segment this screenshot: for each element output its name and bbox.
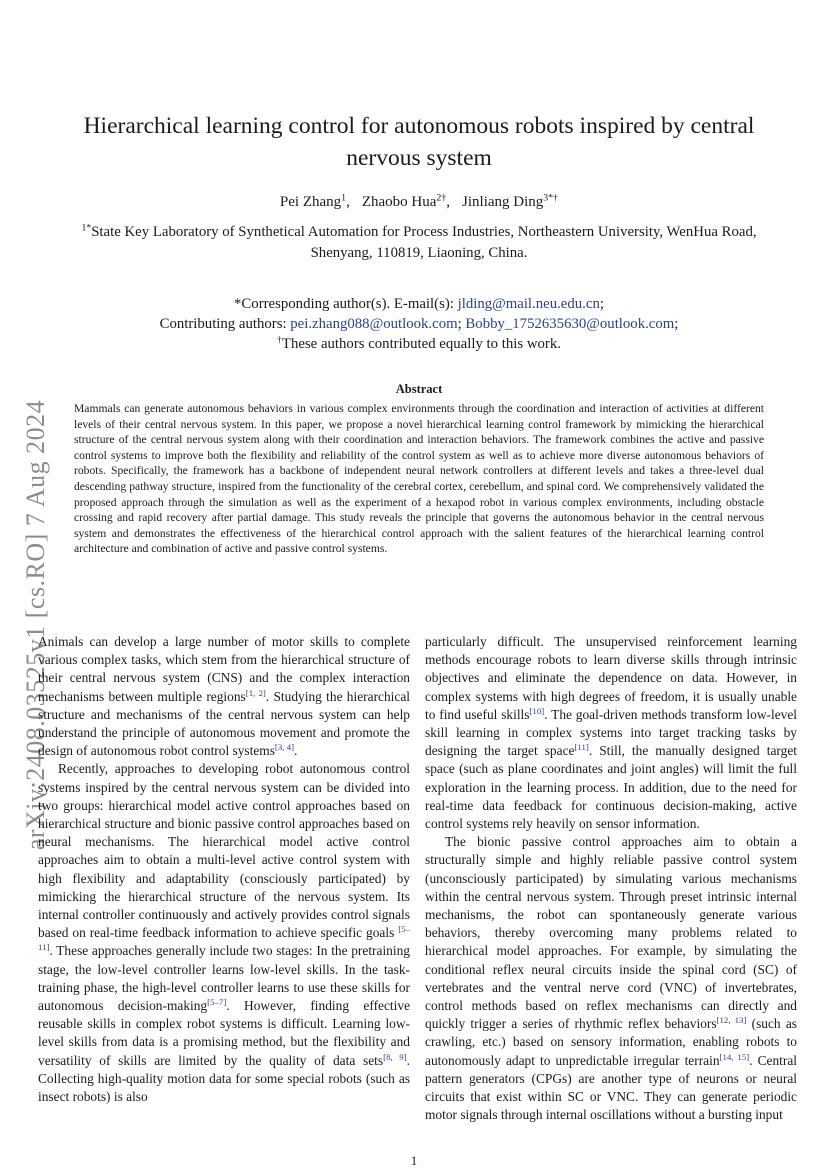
text-run: (such as crawling, etc.) based on sensory information, enabling robots to autonomously adapt to unpredictable irregular terrain <box>425 1016 797 1068</box>
contributing-label: Contributing authors: <box>159 316 291 332</box>
paper-title: Hierarchical learning control for autonomous robots inspired by central nervous system <box>83 113 755 171</box>
citation-link[interactable]: [10] <box>529 705 545 716</box>
equal-contribution-text: These authors contributed equally to this work. <box>281 336 561 352</box>
body-paragraph <box>38 760 410 1106</box>
author-mark: 1 <box>341 192 347 204</box>
author-mark: 3*† <box>543 192 559 204</box>
citation-link[interactable]: [3, 4] <box>274 742 295 753</box>
author-name: Pei Zhang <box>279 194 342 210</box>
text-run: . Central pattern generators (CPGs) are another type of neurons or neural circuits that exist within SC or VNC. They can generate periodic motor signals through internal oscillations without a bursting input <box>425 1052 798 1123</box>
abstract-heading: Abstract <box>395 382 443 396</box>
citation-link[interactable]: [5–7] <box>207 997 227 1008</box>
text-run: . These approaches generally include two stages: In the pretraining stage, the low-level controller learns low-level skills. In the task-training phase, the high-level controller learns to use these skills for autonomous decision-making <box>38 943 410 1014</box>
abstract-text: Mammals can generate autonomous behaviors in various complex environments through the coordination and interaction of activities at different levels of their central nervous system. In this paper, we propose a novel hierarchical learning control framework by mimicking the hierarchical structure of the central nervous system along with their coordination and interaction behaviors. The framework combines the active and passive control systems to improve both the flexibility and reliability of the control system as well as to achieve more diverse autonomous behaviors of robots. Specifically, the framework has a backbone of independent neural network controllers at different levels and takes a three-level dual descending pathway structure, inspired from the functionality of the cerebral cortex, cerebellum, and spinal cord. We comprehensively validated the proposed approach through the simulation as well as the experiment of a hexapod robot in various complex environments, including obstacle crossing and rapid recovery after partial damage. This study reveals the principle that governs the autonomous behavior in the central nervous system and demonstrates the effectiveness of the hierarchical control approach with the salient features of the hierarchical learning control architecture and combination of active and passive control systems. <box>74 402 764 556</box>
text-run: . Still, the manually designed target space (such as plane coordinates and joint angles) will limit the full exploration in the learning process. In addition, due to the need for real-time data feedback for continuous decision-making, active control systems rely heavily on sensor information. <box>425 743 797 832</box>
text-run: . However, finding effective reusable skills in complex robot systems is difficult. Learning low-level skills from data is a promising method, but the flexibility and versatility of skills are limited by the quality of data sets <box>38 998 411 1068</box>
body-paragraph <box>425 633 797 833</box>
affiliation <box>52 222 786 264</box>
body-paragraph <box>425 833 797 1124</box>
corresponding-label: *Corresponding author(s). E-mail(s): <box>234 296 458 312</box>
author-mark: 2† <box>436 192 447 204</box>
body-column-right <box>425 633 797 1124</box>
dagger-mark: † <box>277 334 282 346</box>
text-run: particularly difficult. The unsupervised reinforcement learning methods encourage robots to learn diverse skills through intrinsic objectives and eliminate the dependence on data. However, in complex systems with high degrees of freedom, it is usually unable to find useful skills <box>425 634 797 722</box>
contributing-email-link[interactable]: pei.zhang088@outlook.com <box>290 316 458 332</box>
author-name: Zhaobo Hua <box>361 194 437 210</box>
equal-contribution-note <box>60 334 778 354</box>
text-run: . <box>294 743 298 759</box>
text-run: Animals can develop a large number of motor skills to complete various complex tasks, which stem from the hierarchical structure of their central nervous system (CNS) and the complex interaction mechanisms between multiple regions <box>38 634 410 704</box>
author-list: Pei Zhang$^1$, Zhaobo Hua$^{2\dagger}$, Jinliang Ding$^{3*\dagger}$ <box>279 192 559 210</box>
author-name: Jinliang Ding <box>462 194 544 210</box>
contact-block <box>60 294 778 354</box>
citation-link[interactable]: [11] <box>574 742 589 753</box>
contributing-suffix: ; <box>674 316 679 332</box>
corresponding-suffix: ; <box>599 296 604 312</box>
citation-link[interactable]: [12, 13] <box>716 1015 747 1026</box>
corresponding-line <box>60 294 778 314</box>
text-run: Recently, approaches to developing robot autonomous control systems inspired by the central nervous system can be divided into two groups: hierarchical model active control approaches based on hierarchical structure and bionic passive control approaches based on neural mechanisms. The hierarchical model active control approaches aim to obtain a multi-level active control system with high flexibility and adaptability (consciously participated) by mimicking the hierarchical structure of the nervous system. Its internal controller continuously and actively provides control signals based on real-time feedback information to achieve specific goals <box>38 761 410 941</box>
email-separator: ; <box>457 316 466 332</box>
corresponding-email-link[interactable]: jlding@mail.neu.edu.cn <box>457 296 600 312</box>
page-number: 1 <box>410 1154 418 1168</box>
contributing-email-link[interactable]: Bobby_1752635630@outlook.com <box>465 316 675 332</box>
citation-link[interactable]: [1, 2] <box>245 687 266 698</box>
citation-link[interactable]: [14, 15] <box>719 1051 750 1062</box>
arxiv-stamp-text: arXiv:2408.03525v1 [cs.RO] 7 Aug 2024 <box>21 399 51 851</box>
affiliation-mark: 1* <box>81 222 92 234</box>
citation-link[interactable]: [5–11] <box>38 924 410 953</box>
body-paragraph <box>38 633 410 760</box>
text-run: . The goal-driven methods transform low-level skill learning in complex systems into target tracking tasks by designing the target space <box>425 706 797 759</box>
contributing-line <box>60 314 778 334</box>
affiliation-text: State Key Laboratory of Synthetical Automation for Process Industries, Northeastern University, WenHua Road, Shenyang, 110819, Liaoning, China. <box>91 224 757 261</box>
text-run: . Studying the hierarchical structure and mechanisms of the central nervous system can help understand the principle of autonomous movement and promote the design of autonomous robot control systems <box>38 688 410 759</box>
body-column-left <box>38 633 410 1106</box>
text-run: . Collecting high-quality motion data for some special robots (such as insect robots) is also <box>38 1052 410 1105</box>
citation-link[interactable]: [8, 9] <box>383 1051 407 1062</box>
text-run: The bionic passive control approaches aim to obtain a structurally simple and highly reliable passive control system (unconsciously participated) by simulating various mechanisms within the central nervous system. Through preset intrinsic internal mechanisms, the robot can spontaneously generate various behaviors, thereby overcoming many problems related to hierarchical model approaches. For example, by simulating the conditional reflex neural circuits inside the spinal cord (SC) of vertebrates and the ventral nerve cord (VNC) of invertebrates, control methods based on reflex mechanisms can directly and quickly trigger a series of rhythmic reflex behaviors <box>425 834 797 1032</box>
